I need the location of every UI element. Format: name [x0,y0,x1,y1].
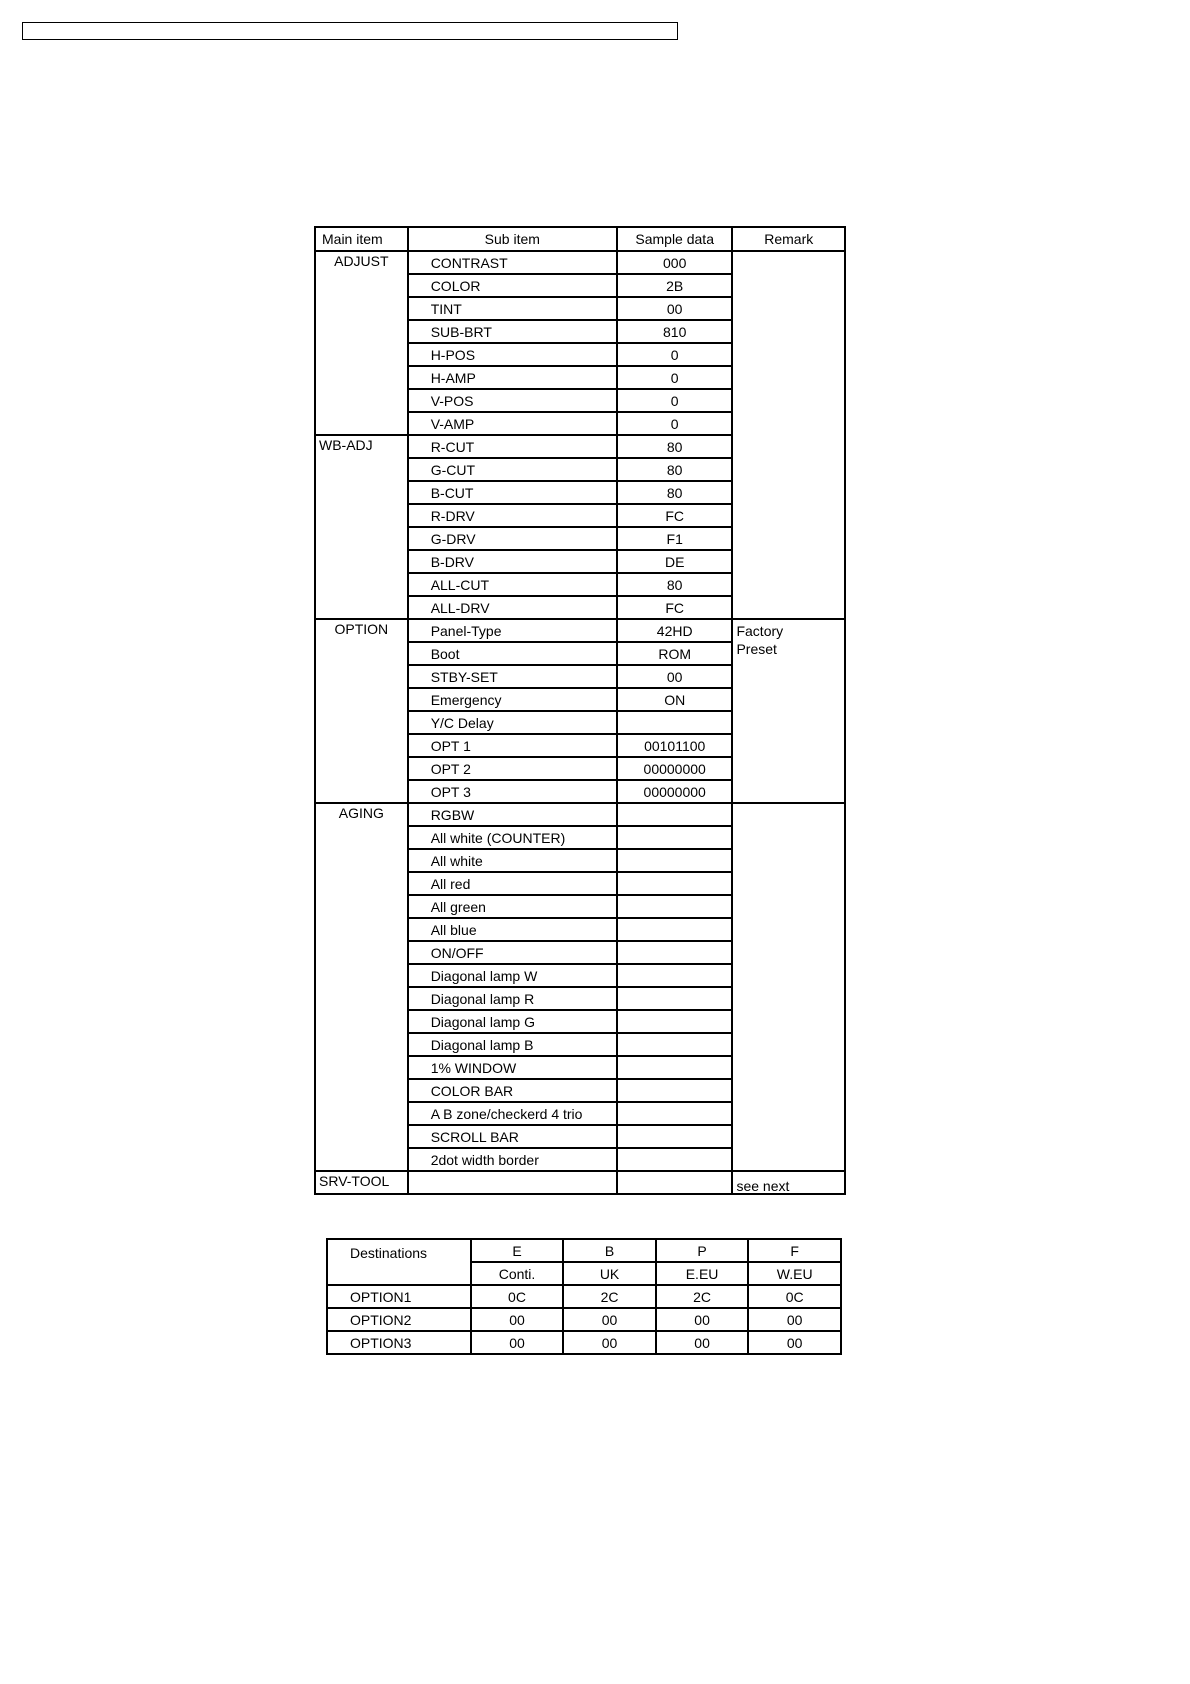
dest-region: Conti. [471,1262,564,1285]
sub-item-cell: STBY-SET [408,665,617,688]
sub-item-cell: All white (COUNTER) [408,826,617,849]
sub-item-cell: V-POS [408,389,617,412]
table-header-row [315,227,845,251]
sample-data-cell: FC [617,596,733,619]
sample-data-cell [617,849,733,872]
sample-data-cell: 80 [617,458,733,481]
sub-item-cell: H-POS [408,343,617,366]
sample-data-cell: 00000000 [617,757,733,780]
sub-item-cell: COLOR [408,274,617,297]
sample-data-cell: 00 [617,665,733,688]
table-row [315,619,845,642]
sub-item-cell: R-CUT [408,435,617,458]
sample-data-cell: 000 [617,251,733,274]
sub-item-cell [408,1171,617,1194]
dest-code: F [748,1239,841,1262]
sub-item-cell: SCROLL BAR [408,1125,617,1148]
remark-text: see next [736,1178,790,1194]
dest-option-label: OPTION1 [327,1285,471,1308]
sample-data-cell: 0 [617,389,733,412]
header-sub-item: Sub item [408,227,617,251]
sample-data-cell [617,895,733,918]
main-item-label: AGING [338,805,384,821]
destinations-table [326,1238,842,1355]
sample-data-cell [617,987,733,1010]
sub-item-cell: Y/C Delay [408,711,617,734]
sub-item-cell: ON/OFF [408,941,617,964]
dest-value: 2C [656,1285,749,1308]
sub-item-cell: Boot [408,642,617,665]
sub-item-cell: All white [408,849,617,872]
sub-item-cell: Diagonal lamp B [408,1033,617,1056]
sample-data-cell: 80 [617,573,733,596]
sub-item-cell: R-DRV [408,504,617,527]
remark-cell [732,803,845,1171]
sample-data-cell: 0 [617,343,733,366]
dest-value: 00 [563,1308,655,1331]
sample-data-cell [617,1033,733,1056]
sample-data-cell: ON [617,688,733,711]
sample-data-cell [617,803,733,826]
dest-value: 00 [656,1308,749,1331]
dest-region: E.EU [656,1262,749,1285]
sample-data-cell [617,872,733,895]
sub-item-cell: CONTRAST [408,251,617,274]
dest-option-row [327,1285,841,1308]
main-item-label: WB-ADJ [319,437,373,453]
sub-item-cell: G-DRV [408,527,617,550]
dest-option-label: OPTION2 [327,1308,471,1331]
sample-data-cell: 42HD [617,619,733,642]
dest-value: 0C [471,1285,564,1308]
sub-item-cell: A B zone/checkerd 4 trio [408,1102,617,1125]
sample-data-cell [617,1171,733,1194]
sample-data-cell: DE [617,550,733,573]
sub-item-cell: Diagonal lamp W [408,964,617,987]
dest-code: P [656,1239,749,1262]
sub-item-cell: OPT 3 [408,780,617,803]
sample-data-cell [617,1148,733,1171]
sub-item-cell: Diagonal lamp R [408,987,617,1010]
sub-item-cell: V-AMP [408,412,617,435]
sample-data-cell [617,1102,733,1125]
sample-data-cell [617,964,733,987]
dest-option-label: OPTION3 [327,1331,471,1354]
dest-value: 00 [656,1331,749,1354]
sample-data-cell [617,1079,733,1102]
dest-region: UK [563,1262,655,1285]
sub-item-cell: G-CUT [408,458,617,481]
sample-data-cell: FC [617,504,733,527]
sample-data-cell: 0 [617,366,733,389]
dest-value: 00 [748,1331,841,1354]
main-item-label: ADJUST [334,253,389,269]
sub-item-cell: 1% WINDOW [408,1056,617,1079]
dest-value: 0C [748,1285,841,1308]
dest-option-row [327,1308,841,1331]
table-body [315,251,845,1194]
remark-text: Preset [736,641,777,657]
remark-cell [732,1171,845,1194]
sub-item-cell: All green [408,895,617,918]
dest-value: 00 [748,1308,841,1331]
table-row [315,251,845,274]
main-item-cell [315,435,408,619]
service-menu-table [314,226,846,1195]
dest-option-row [327,1331,841,1354]
sample-data-cell [617,711,733,734]
table-row [315,1171,845,1194]
main-item-label: SRV-TOOL [319,1173,390,1189]
page-header-box [22,22,678,40]
main-item-label: OPTION [334,621,389,637]
sample-data-cell [617,1056,733,1079]
main-item-cell [315,1171,408,1194]
dest-code-row [327,1239,841,1262]
sample-data-cell: 2B [617,274,733,297]
dest-label: Destinations [327,1239,471,1285]
sub-item-cell: H-AMP [408,366,617,389]
sub-item-cell: COLOR BAR [408,1079,617,1102]
sample-data-cell [617,826,733,849]
sub-item-cell: RGBW [408,803,617,826]
dest-region: W.EU [748,1262,841,1285]
dest-value: 00 [471,1308,564,1331]
main-item-cell [315,803,408,1171]
sub-item-cell: ALL-CUT [408,573,617,596]
sub-item-cell: Emergency [408,688,617,711]
sub-item-cell: B-CUT [408,481,617,504]
remark-cell [732,619,845,803]
sub-item-cell: Diagonal lamp G [408,1010,617,1033]
sample-data-cell [617,918,733,941]
sample-data-cell: 810 [617,320,733,343]
sub-item-cell: 2dot width border [408,1148,617,1171]
sample-data-cell: 0 [617,412,733,435]
sub-item-cell: Panel-Type [408,619,617,642]
sub-item-cell: ALL-DRV [408,596,617,619]
sub-item-cell: TINT [408,297,617,320]
sub-item-cell: OPT 2 [408,757,617,780]
sample-data-cell: F1 [617,527,733,550]
sample-data-cell: ROM [617,642,733,665]
main-item-cell [315,619,408,803]
dest-value: 2C [563,1285,655,1308]
sample-data-cell: 80 [617,435,733,458]
dest-code: B [563,1239,655,1262]
dest-value: 00 [563,1331,655,1354]
remark-text: Factory [736,623,784,639]
dest-value: 00 [471,1331,564,1354]
sample-data-cell [617,1125,733,1148]
remark-cell [732,251,845,619]
header-main-item: Main item [315,227,408,251]
sub-item-cell: OPT 1 [408,734,617,757]
sample-data-cell [617,941,733,964]
sample-data-cell [617,1010,733,1033]
sub-item-cell: SUB-BRT [408,320,617,343]
dest-code: E [471,1239,564,1262]
table-row [315,803,845,826]
header-sample-data: Sample data [617,227,733,251]
header-remark: Remark [732,227,845,251]
sample-data-cell: 00000000 [617,780,733,803]
sample-data-cell: 00101100 [617,734,733,757]
sample-data-cell: 00 [617,297,733,320]
sample-data-cell: 80 [617,481,733,504]
main-item-cell [315,251,408,435]
sub-item-cell: All red [408,872,617,895]
sub-item-cell: B-DRV [408,550,617,573]
sub-item-cell: All blue [408,918,617,941]
